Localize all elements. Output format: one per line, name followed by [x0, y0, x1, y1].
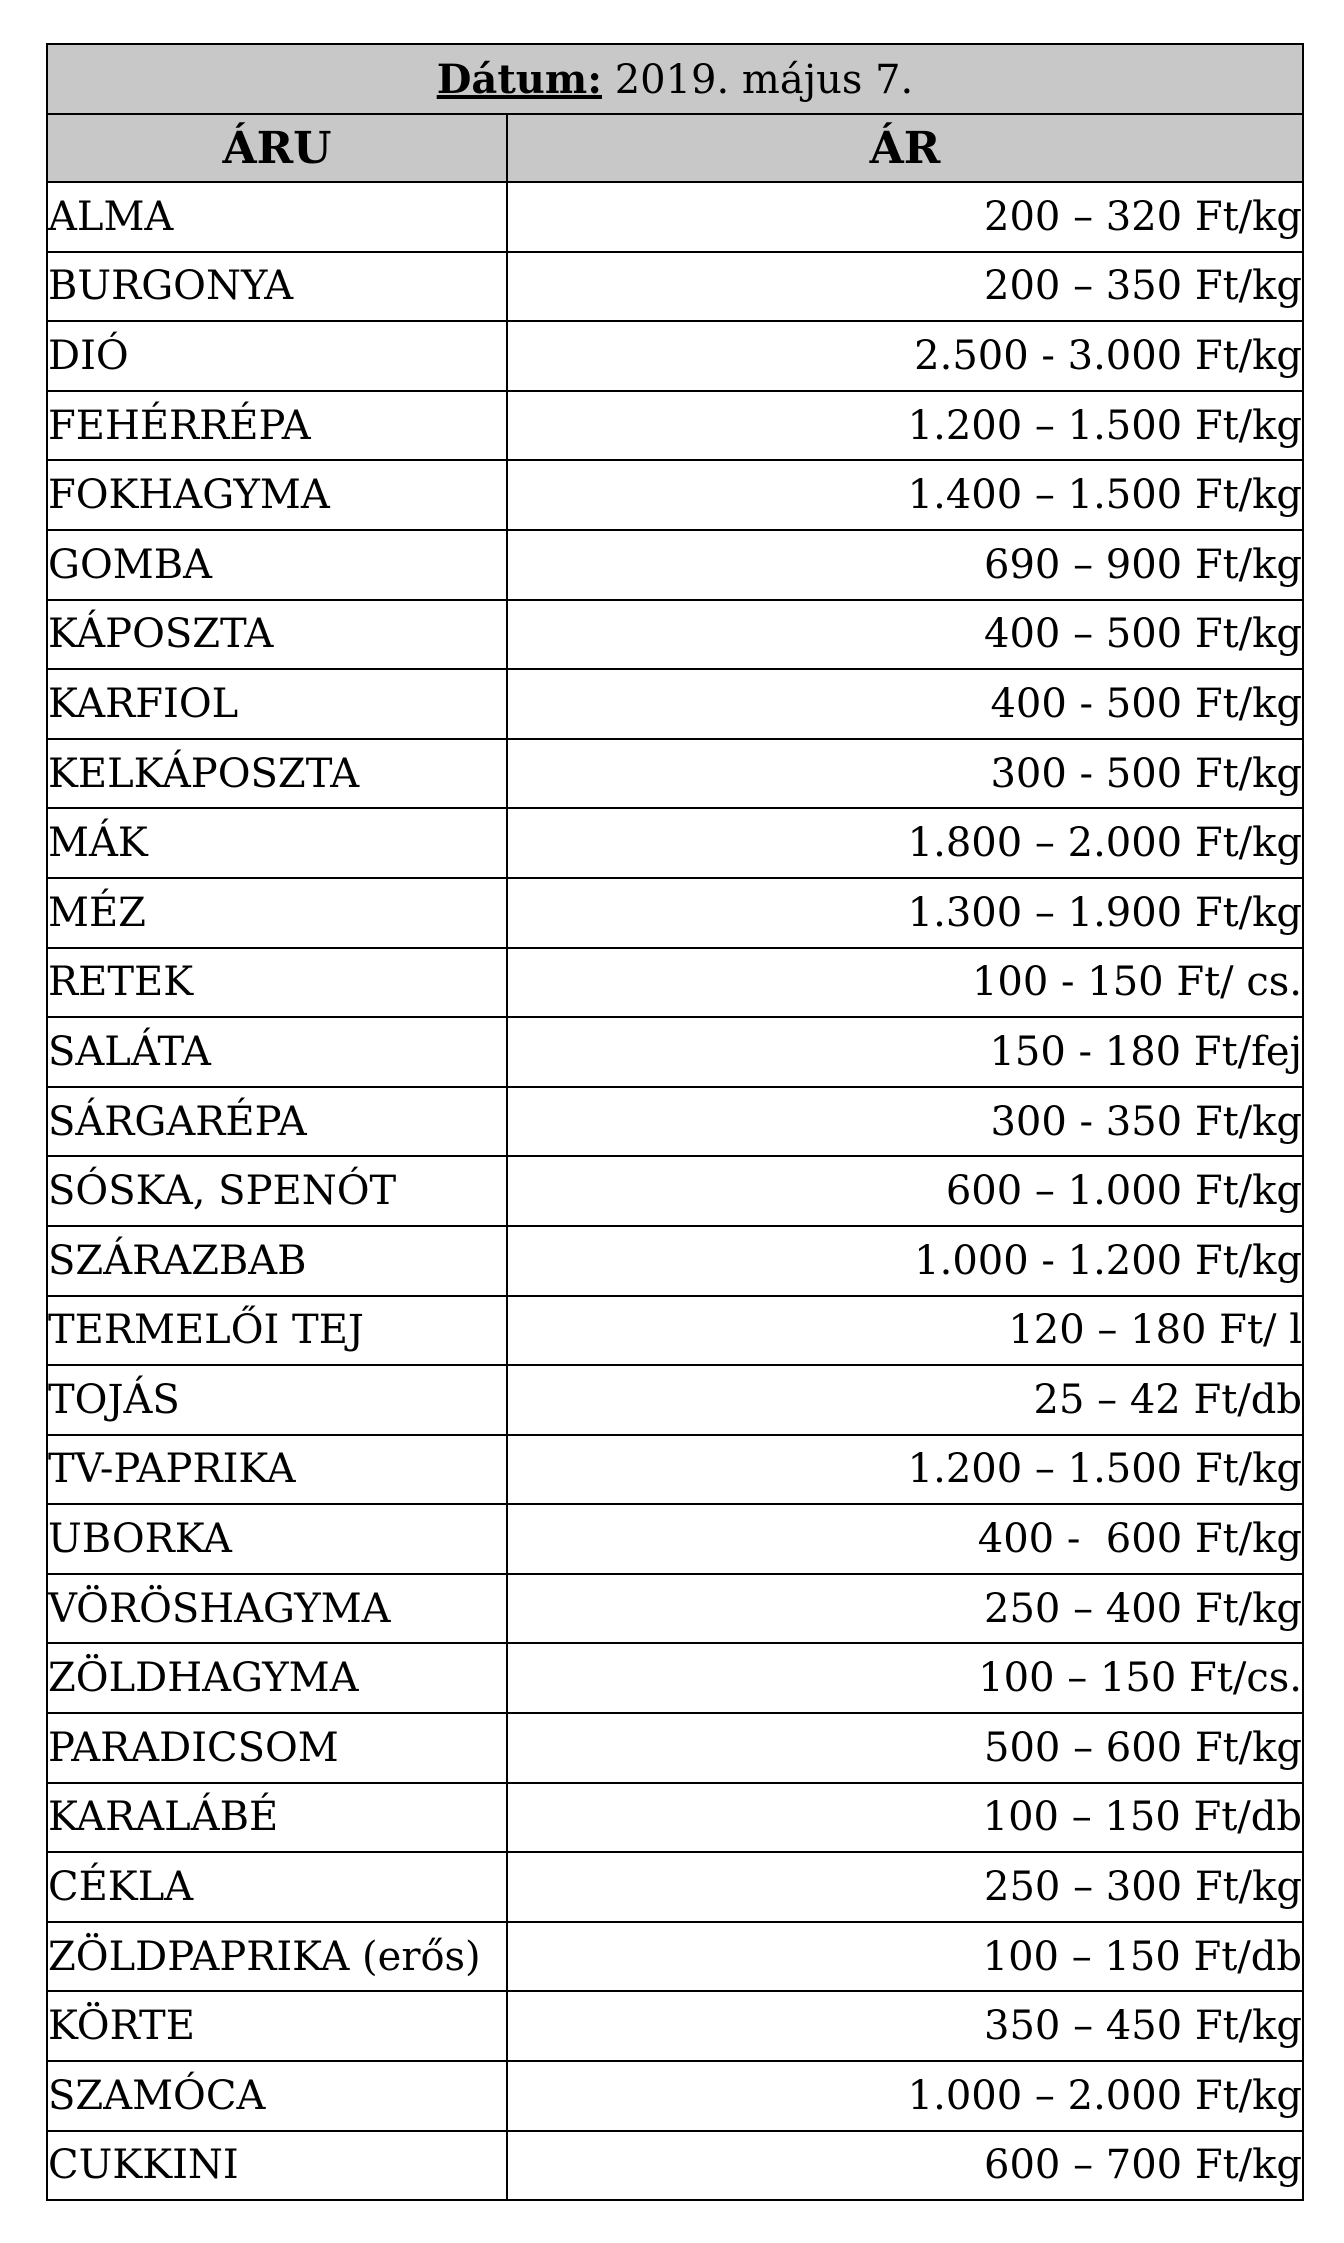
item-price-cell: 250 – 400 Ft/kg [507, 1574, 1303, 1644]
item-name-cell: FEHÉRRÉPA [47, 391, 507, 461]
date-row [47, 44, 1303, 114]
item-name-cell: MÁK [47, 808, 507, 878]
item-name-cell: KELKÁPOSZTA [47, 739, 507, 809]
item-price-cell: 200 – 350 Ft/kg [507, 252, 1303, 322]
table-row [47, 669, 1303, 739]
table-row [47, 1852, 1303, 1922]
table-row [47, 1643, 1303, 1713]
item-name-cell: TOJÁS [47, 1365, 507, 1435]
item-price-cell: 400 - 600 Ft/kg [507, 1504, 1303, 1574]
table-row [47, 1365, 1303, 1435]
item-price-cell: 350 – 450 Ft/kg [507, 1991, 1303, 2061]
table-row [47, 2131, 1303, 2201]
table-row [47, 1435, 1303, 1505]
item-price-cell: 1.400 – 1.500 Ft/kg [507, 460, 1303, 530]
table-row [47, 1504, 1303, 1574]
item-name-cell: PARADICSOM [47, 1713, 507, 1783]
item-price-cell: 250 – 300 Ft/kg [507, 1852, 1303, 1922]
item-price-cell: 200 – 320 Ft/kg [507, 182, 1303, 252]
table-row [47, 600, 1303, 670]
item-name-cell: KARFIOL [47, 669, 507, 739]
table-body [47, 182, 1303, 2200]
item-name-cell: SZAMÓCA [47, 2061, 507, 2131]
table-row [47, 1087, 1303, 1157]
item-name-cell: TV-PAPRIKA [47, 1435, 507, 1505]
item-price-cell: 1.000 – 2.000 Ft/kg [507, 2061, 1303, 2131]
item-price-cell: 600 – 700 Ft/kg [507, 2131, 1303, 2201]
item-price-cell: 1.300 – 1.900 Ft/kg [507, 878, 1303, 948]
table-row [47, 2061, 1303, 2131]
item-name-cell: FOKHAGYMA [47, 460, 507, 530]
item-name-cell: RETEK [47, 948, 507, 1018]
item-name-cell: BURGONYA [47, 252, 507, 322]
table-row [47, 460, 1303, 530]
item-price-cell: 300 - 350 Ft/kg [507, 1087, 1303, 1157]
item-price-cell: 300 - 500 Ft/kg [507, 739, 1303, 809]
item-price-cell: 600 – 1.000 Ft/kg [507, 1156, 1303, 1226]
item-price-cell: 500 – 600 Ft/kg [507, 1713, 1303, 1783]
item-price-cell: 120 – 180 Ft/ l [507, 1296, 1303, 1366]
item-column-header: ÁRU [47, 114, 507, 182]
item-price-cell: 150 - 180 Ft/fej [507, 1017, 1303, 1087]
table-row [47, 948, 1303, 1018]
item-price-cell: 1.200 – 1.500 Ft/kg [507, 1435, 1303, 1505]
item-name-cell: UBORKA [47, 1504, 507, 1574]
table-row [47, 808, 1303, 878]
item-name-cell: SÁRGARÉPA [47, 1087, 507, 1157]
item-price-cell: 100 - 150 Ft/ cs. [507, 948, 1303, 1018]
table-row [47, 1017, 1303, 1087]
item-name-cell: SÓSKA, SPENÓT [47, 1156, 507, 1226]
item-name-cell: ALMA [47, 182, 507, 252]
item-price-cell: 1.200 – 1.500 Ft/kg [507, 391, 1303, 461]
table-row [47, 1922, 1303, 1992]
item-name-cell: KÖRTE [47, 1991, 507, 2061]
price-column-header: ÁR [507, 114, 1303, 182]
table-row [47, 1156, 1303, 1226]
item-price-cell: 100 – 150 Ft/db [507, 1783, 1303, 1853]
item-name-cell: MÉZ [47, 878, 507, 948]
item-name-cell: TERMELŐI TEJ [47, 1296, 507, 1366]
table-row [47, 530, 1303, 600]
table-row [47, 739, 1303, 809]
item-name-cell: DIÓ [47, 321, 507, 391]
item-price-cell: 100 – 150 Ft/cs. [507, 1643, 1303, 1713]
table-row [47, 1991, 1303, 2061]
item-name-cell: SALÁTA [47, 1017, 507, 1087]
table-row [47, 1574, 1303, 1644]
item-price-cell: 400 – 500 Ft/kg [507, 600, 1303, 670]
item-name-cell: GOMBA [47, 530, 507, 600]
header-row [47, 114, 1303, 182]
item-name-cell: CUKKINI [47, 2131, 507, 2201]
table-row [47, 391, 1303, 461]
table-row [47, 1226, 1303, 1296]
item-name-cell: VÖRÖSHAGYMA [47, 1574, 507, 1644]
item-name-cell: CÉKLA [47, 1852, 507, 1922]
date-cell [47, 44, 1303, 114]
date-value: 2019. május 7. [601, 56, 914, 103]
table-row [47, 182, 1303, 252]
table-row [47, 1783, 1303, 1853]
table-row [47, 252, 1303, 322]
date-label: Dátum: [436, 55, 602, 103]
table-row [47, 1296, 1303, 1366]
item-price-cell: 690 – 900 Ft/kg [507, 530, 1303, 600]
table-row [47, 321, 1303, 391]
item-name-cell: ZÖLDHAGYMA [47, 1643, 507, 1713]
item-price-cell: 100 – 150 Ft/db [507, 1922, 1303, 1992]
table-row [47, 878, 1303, 948]
item-name-cell: KARALÁBÉ [47, 1783, 507, 1853]
table-row [47, 1713, 1303, 1783]
item-name-cell: ZÖLDPAPRIKA (erős) [47, 1922, 507, 1992]
item-price-cell: 1.800 – 2.000 Ft/kg [507, 808, 1303, 878]
item-price-cell: 25 – 42 Ft/db [507, 1365, 1303, 1435]
item-price-cell: 400 - 500 Ft/kg [507, 669, 1303, 739]
price-table [46, 43, 1304, 2201]
item-price-cell: 2.500 - 3.000 Ft/kg [507, 321, 1303, 391]
item-name-cell: SZÁRAZBAB [47, 1226, 507, 1296]
item-price-cell: 1.000 - 1.200 Ft/kg [507, 1226, 1303, 1296]
item-name-cell: KÁPOSZTA [47, 600, 507, 670]
